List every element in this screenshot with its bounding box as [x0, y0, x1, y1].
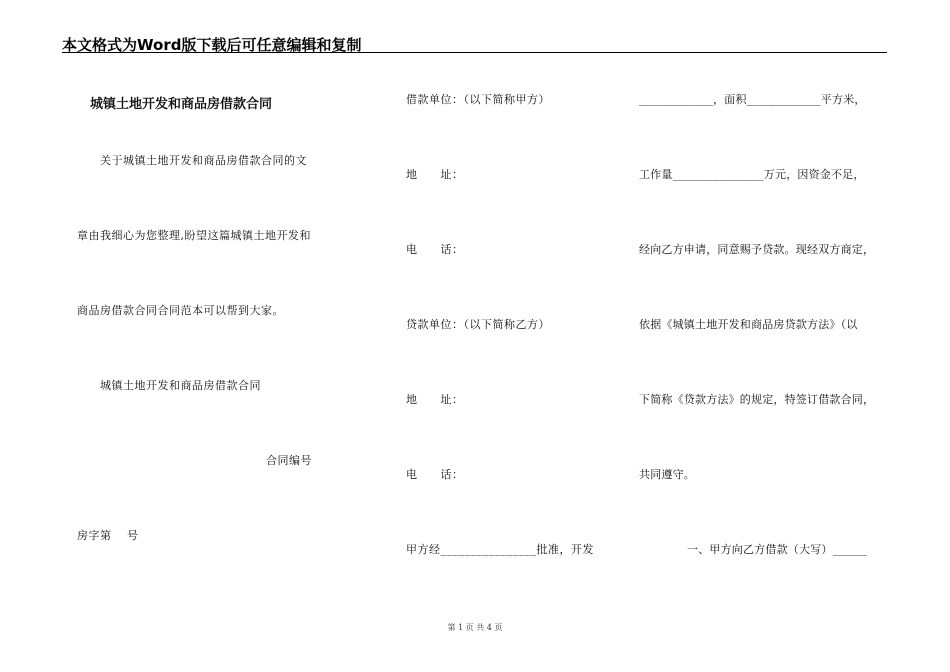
col2-line-6: 电 话： [406, 468, 464, 481]
col1-line-6: 房字第 号 [77, 529, 139, 542]
col1-line-2: 章由我细心为您整理,盼望这篇城镇土地开发和 [77, 229, 311, 242]
col3-line-7: 一、甲方向乙方借款（大写）______ [687, 543, 867, 556]
col3-line-3: 经向乙方申请，同意赐予贷款。现经双方商定， [639, 243, 875, 256]
col2-line-4: 贷款单位：（以下简称乙方） [406, 318, 550, 331]
col2-line-2: 地 址： [406, 168, 464, 181]
col3-line-4: 依据《城镇土地开发和商品房贷款方法》（以 [639, 318, 858, 331]
col1-line-4: 城镇土地开发和商品房借款合同 [100, 379, 261, 392]
header-title: 本文格式为Word版下载后可任意编辑和复制 [62, 36, 362, 54]
col2-line-1: 借款单位：（以下简称甲方） [406, 93, 550, 106]
col3-line-2: 工作量________________万元，因资金不足， [639, 168, 865, 181]
col2-line-7: 甲方经________________批准，开发 [406, 543, 594, 556]
header-rule [62, 52, 887, 53]
col3-line-5: 下简称《贷款方法》的规定，特签订借款合同， [639, 393, 875, 406]
page-footer: 第 1 页 共 4 页 [447, 623, 503, 632]
col3-line-6: 共同遵守。 [639, 468, 695, 481]
col3-line-1: _____________，面积_____________平方米， [639, 93, 866, 106]
col1-line-3: 商品房借款合同合同范本可以帮到大家。 [77, 304, 284, 317]
col1-line-5: 合同编号 [266, 454, 312, 467]
col2-line-3: 电 话： [406, 243, 464, 256]
col1-line-1: 关于城镇土地开发和商品房借款合同的文 [100, 154, 307, 167]
document-title: 城镇土地开发和商品房借款合同 [90, 97, 273, 112]
col2-line-5: 地 址： [406, 393, 464, 406]
